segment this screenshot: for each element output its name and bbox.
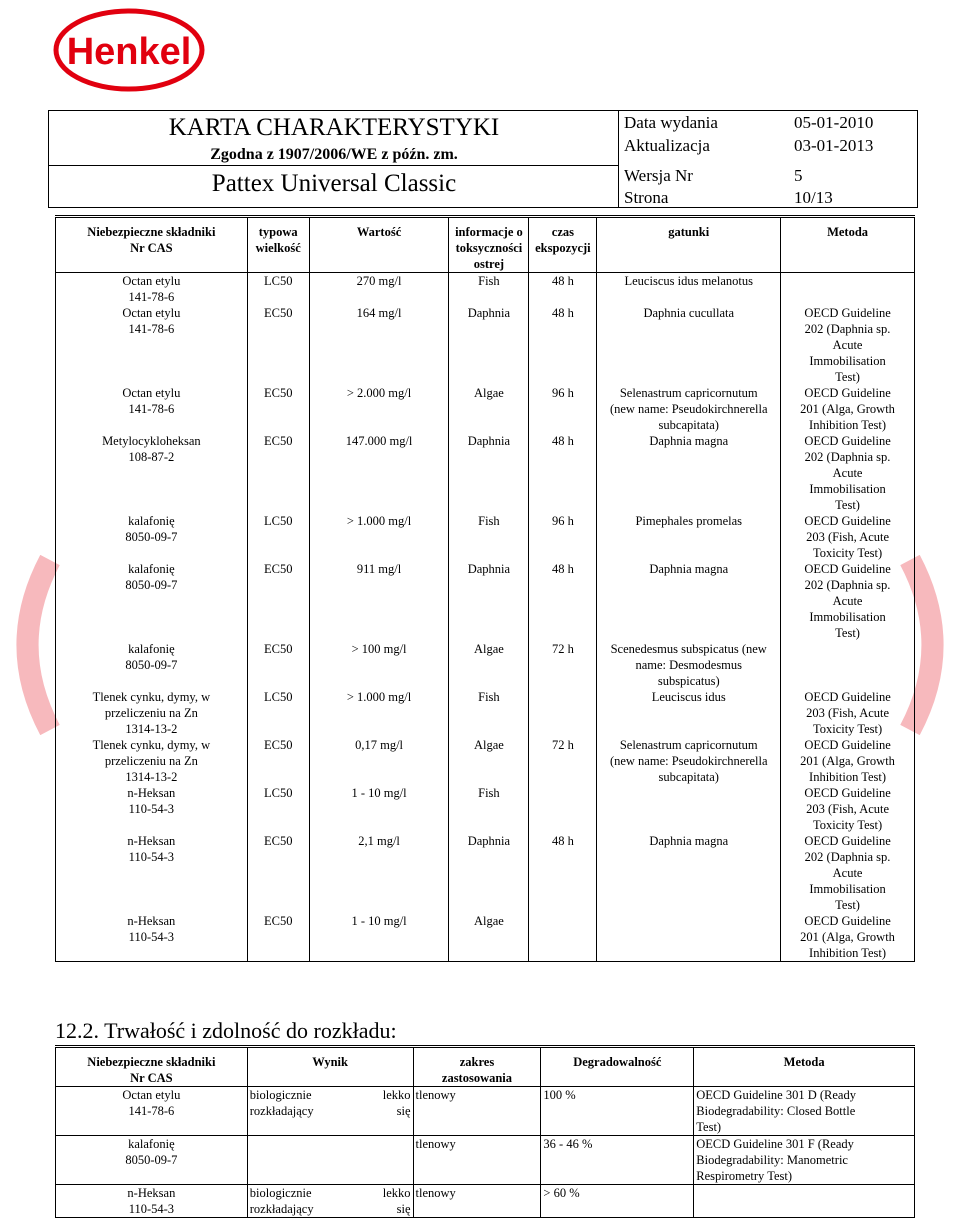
table-row [56,833,915,913]
toxicity-cell: Fish [449,785,529,833]
svg-text:Henkel: Henkel [66,31,192,73]
table-row [56,913,915,962]
toxicity-cell [597,785,781,833]
degradation-cell: biologicznie lekko rozkładający się [247,1185,413,1218]
toxicity-cell: 0,17 mg/l [309,737,449,785]
toxicity-cell: Octan etylu 141-78-6 [56,385,248,433]
toxicity-cell: OECD Guideline 201 (Alga, Growth Inhibition Test) [781,913,915,962]
toxicity-cell: > 1.000 mg/l [309,689,449,737]
toxicity-cell: Scenedesmus subspicatus (new name: Desmodesmus subspicatus) [597,641,781,689]
toxicity-cell: EC50 [247,833,309,913]
toxicity-cell: 72 h [529,737,597,785]
degradation-cell: tlenowy [413,1087,541,1136]
toxicity-cell: 911 mg/l [309,561,449,641]
regulation-subtitle: Zgodna z 1907/2006/WE z późn. zm. [210,146,458,163]
toxicity-cell: 147.000 mg/l [309,433,449,513]
toxicity-cell: LC50 [247,513,309,561]
meta-page-label: Strona [624,188,669,207]
table-row [56,1185,915,1218]
toxicity-cell: Daphnia magna [597,833,781,913]
table-row [56,689,915,737]
meta-version-value: 5 [794,166,803,185]
toxicity-cell: EC50 [247,385,309,433]
degradation-header-cell: Metoda [694,1047,915,1087]
meta-version-label: Wersja Nr [624,166,693,185]
toxicity-cell [781,641,915,689]
toxicity-cell: Daphnia magna [597,561,781,641]
table-row [56,641,915,689]
toxicity-cell: 48 h [529,305,597,385]
toxicity-cell: OECD Guideline 203 (Fish, Acute Toxicity Test) [781,689,915,737]
toxicity-cell: LC50 [247,273,309,306]
toxicity-header-cell: typowa wielkość [247,217,309,273]
toxicity-cell [529,785,597,833]
toxicity-cell: n-Heksan 110-54-3 [56,833,248,913]
toxicity-cell: > 2.000 mg/l [309,385,449,433]
toxicity-cell: OECD Guideline 202 (Daphnia sp. Acute Immobilisation Test) [781,561,915,641]
toxicity-cell: n-Heksan 110-54-3 [56,913,248,962]
product-name: Pattex Universal Classic [211,170,457,197]
toxicity-cell: 48 h [529,561,597,641]
meta-issue-date: Data wydania [624,113,718,132]
toxicity-cell: Metylocykloheksan 108-87-2 [56,433,248,513]
meta-page-value: 10/13 [794,188,833,207]
toxicity-cell: Pimephales promelas [597,513,781,561]
toxicity-cell: 1 - 10 mg/l [309,785,449,833]
toxicity-cell: 96 h [529,385,597,433]
degradation-cell [247,1136,413,1185]
toxicity-cell: 1 - 10 mg/l [309,913,449,962]
degradation-cell: 36 - 46 % [541,1136,694,1185]
toxicity-cell: LC50 [247,785,309,833]
toxicity-cell: 48 h [529,833,597,913]
degradation-cell: tlenowy [413,1185,541,1218]
toxicity-cell: Octan etylu 141-78-6 [56,273,248,306]
toxicity-cell: Daphnia [449,561,529,641]
degradation-cell: tlenowy [413,1136,541,1185]
toxicity-cell: 2,1 mg/l [309,833,449,913]
degradation-cell: biologicznie lekko rozkładający się [247,1087,413,1136]
degradation-cell: > 60 % [541,1185,694,1218]
meta-update-label: Aktualizacja [624,136,710,155]
degradation-cell: 100 % [541,1087,694,1136]
toxicity-cell: kalafonię 8050-09-7 [56,513,248,561]
meta-update-value: 03-01-2013 [794,136,874,155]
toxicity-cell [597,913,781,962]
toxicity-cell: EC50 [247,737,309,785]
toxicity-cell: Algae [449,737,529,785]
toxicity-cell: EC50 [247,433,309,513]
degradation-header-cell: zakres zastosowania [413,1047,541,1087]
table-row [56,513,915,561]
toxicity-cell: OECD Guideline 203 (Fish, Acute Toxicity Test) [781,785,915,833]
toxicity-cell: LC50 [247,689,309,737]
toxicity-cell: n-Heksan 110-54-3 [56,785,248,833]
toxicity-cell [529,913,597,962]
toxicity-cell: Algae [449,913,529,962]
degradation-cell: Octan etylu 141-78-6 [56,1087,248,1136]
toxicity-cell: > 100 mg/l [309,641,449,689]
document-title: KARTA CHARAKTERYSTYKI [168,114,500,141]
table-row [56,785,915,833]
toxicity-header-cell: gatunki [597,217,781,273]
table-row [56,1136,915,1185]
toxicity-cell: EC50 [247,561,309,641]
toxicity-cell: Fish [449,273,529,306]
table-row [56,561,915,641]
toxicity-cell: 72 h [529,641,597,689]
toxicity-cell: OECD Guideline 202 (Daphnia sp. Acute Immobilisation Test) [781,833,915,913]
toxicity-cell: Octan etylu 141-78-6 [56,305,248,385]
toxicity-cell: Tlenek cynku, dymy, w przeliczeniu na Zn 1314-13-2 [56,689,248,737]
toxicity-cell: kalafonię 8050-09-7 [56,641,248,689]
degradation-cell [694,1185,915,1218]
henkel-logo [53,8,205,92]
toxicity-cell [529,689,597,737]
toxicity-cell: 164 mg/l [309,305,449,385]
toxicity-cell: Algae [449,385,529,433]
toxicity-cell: > 1.000 mg/l [309,513,449,561]
table-row [56,433,915,513]
toxicity-cell: 270 mg/l [309,273,449,306]
degradation-header-cell: Wynik [247,1047,413,1087]
toxicity-header-cell: Wartość [309,217,449,273]
toxicity-header-cell: Metoda [781,217,915,273]
toxicity-cell: Selenastrum capricornutum (new name: Pseudokirchnerella subcapitata) [597,737,781,785]
toxicity-header-cell: informacje o toksyczności ostrej [449,217,529,273]
table-row [56,1087,915,1136]
toxicity-cell: Algae [449,641,529,689]
degradation-cell: kalafonię 8050-09-7 [56,1136,248,1185]
toxicity-cell: OECD Guideline 201 (Alga, Growth Inhibition Test) [781,385,915,433]
toxicity-cell: Fish [449,689,529,737]
toxicity-cell: EC50 [247,641,309,689]
toxicity-header-cell: Niebezpieczne składniki Nr CAS [56,217,248,273]
table-row [56,385,915,433]
section-heading: 12.2. Trwałość i zdolność do rozkładu: [55,1018,397,1043]
toxicity-cell: OECD Guideline 202 (Daphnia sp. Acute Immobilisation Test) [781,433,915,513]
degradation-cell: OECD Guideline 301 D (Ready Biodegradability: Closed Bottle Test) [694,1087,915,1136]
toxicity-cell: Daphnia [449,833,529,913]
degradation-cell: n-Heksan 110-54-3 [56,1185,248,1218]
meta-issue-date-value: 05-01-2010 [794,113,874,132]
toxicity-cell: EC50 [247,913,309,962]
toxicity-header-cell: czas ekspozycji [529,217,597,273]
table-row [56,737,915,785]
degradation-header-cell: Niebezpieczne składniki Nr CAS [56,1047,248,1087]
toxicity-cell: Daphnia cucullata [597,305,781,385]
toxicity-cell: Daphnia [449,433,529,513]
toxicity-cell: Tlenek cynku, dymy, w przeliczeniu na Zn 1314-13-2 [56,737,248,785]
toxicity-cell: Daphnia [449,305,529,385]
table-row [56,273,915,306]
degradation-cell: OECD Guideline 301 F (Ready Biodegradability: Manometric Respirometry Test) [694,1136,915,1185]
toxicity-table [55,215,915,962]
degradation-table [55,1045,915,1218]
toxicity-cell: Fish [449,513,529,561]
toxicity-cell: Daphnia magna [597,433,781,513]
toxicity-cell: EC50 [247,305,309,385]
toxicity-cell: Leuciscus idus melanotus [597,273,781,306]
degradation-header-cell: Degradowalność [541,1047,694,1087]
toxicity-cell: OECD Guideline 201 (Alga, Growth Inhibition Test) [781,737,915,785]
toxicity-cell: Selenastrum capricornutum (new name: Pseudokirchnerella subcapitata) [597,385,781,433]
toxicity-cell: Leuciscus idus [597,689,781,737]
toxicity-cell: 48 h [529,433,597,513]
toxicity-cell: kalafonię 8050-09-7 [56,561,248,641]
table-row [56,305,915,385]
toxicity-cell: OECD Guideline 202 (Daphnia sp. Acute Immobilisation Test) [781,305,915,385]
toxicity-cell: 48 h [529,273,597,306]
document-header [48,110,918,208]
toxicity-cell: 96 h [529,513,597,561]
toxicity-cell [781,273,915,306]
toxicity-cell: OECD Guideline 203 (Fish, Acute Toxicity Test) [781,513,915,561]
